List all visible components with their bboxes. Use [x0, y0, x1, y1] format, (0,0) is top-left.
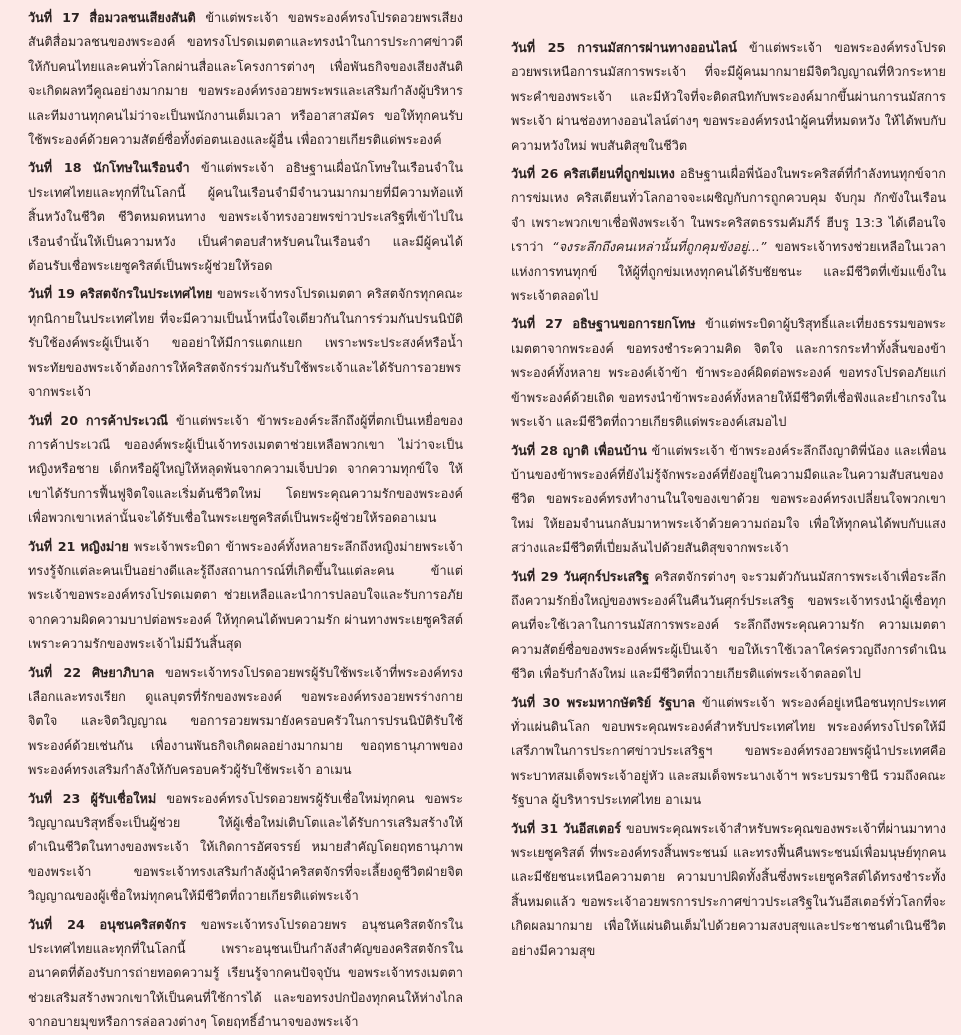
entry-day: วันที่ 19 [28, 286, 75, 302]
entry-text: ข้าแต่พระเจ้า ขอพระองค์ทรงโปรดอวยพรเหนือการนมัสการพระเจ้า ที่จะมีผู้คนมากมายมีจิตวิญญาณที่หิวกระหายพระคำของพระเจ้า และมีหัวใจที่จะติดสนิทกับพระองค์มากขึ้นผ่านการนมัสการพระเจ้า ผ่านช่องทางออนไลน์ต่างๆ ขอพระองค์ทรงนำผู้คนที่หมดหวัง ให้ได้พบกับความหวังใหม่ พบสันติสุขในชีวิต [511, 40, 946, 153]
entry-day: วันที่ 28 [511, 442, 558, 458]
entry-day: วันที่ 24 [28, 916, 85, 932]
entry-text: ข้าแต่พระเจ้า ขอพระองค์ทรงโปรดอวยพรเสียงสันติสื่อมวลชนของพระองค์ ขอทรงโปรดเมตตาและทรงนำในการประกาศข่าวดีให้กับคนไทยและคนทั่วโลกผ่านสื่อและโครงการต่างๆ เพื่อพันธกิจของเสียงสันติจะเกิดผลทวีคูณอย่างมากมาย ขอพระองค์ทรงอวยพระพรและเสริมกำลังผู้บริหารและทีมงานทุกคนไม่ว่าจะเป็นพนักงานเต็มเวลา หรืออาสาสมัคร ขอให้ทุกคนรับใช้พระองค์ด้วยความสัตย์ซื่อทั้งต่อตนเองและผู้อื่น เพื่อถวายเกียรติแด่พระองค์ [28, 10, 463, 148]
entry-title: การนมัสการผ่านทางออนไลน์ [577, 40, 737, 55]
entry-title: วันอีสเตอร์ [562, 820, 622, 836]
entry-title: การค้าประเวณี [85, 412, 169, 428]
prayer-entry [511, 312, 946, 434]
entry-day: วันที่ 18 [28, 160, 82, 176]
entry-title: ญาติ เพื่อนบ้าน [562, 442, 647, 458]
entry-text-continued: ขอพระเจ้าทรงช่วยเหลือในเวลาแห่งการทนทุกข์ ให้ผู้ที่ถูกข่มเหงทุกคนได้รับชัยชนะ และมีชีวิตที่เข้มแข็งในพระเจ้าตลอดไป [511, 239, 946, 304]
entry-title: นักโทษในเรือนจำ [92, 160, 190, 176]
entry-day: วันที่ 21 [28, 538, 76, 554]
entry-text: พระเจ้าพระบิดา ข้าพระองค์ทั้งหลายระลึกถึงหญิงม่ายพระเจ้าทรงรู้จักแต่ละคนเป็นอย่างดีและรู้ถึงสถานการณ์ที่เกิดขึ้นในแต่ละคน ข้าแต่พระเจ้าขอพระองค์ทรงโปรดเมตตา ช่วยเหลือและนำการปลอบใจและรับการอภัยจากความผิดความบาปต่อพระองค์ ให้ทุกคนได้พบความรัก ผ่านทางพระเยซูคริสต์ เพราะความรักของพระเจ้าไม่มีวันสิ้นสุด [28, 538, 463, 652]
prayer-entry [511, 439, 946, 561]
prayer-entry [28, 661, 463, 783]
entry-day: วันที่ 20 [28, 412, 79, 428]
entry-day: วันที่ 17 [28, 10, 80, 25]
prayer-entry [511, 817, 946, 963]
prayer-entry [28, 409, 463, 531]
right-column [511, 6, 946, 1024]
entry-day: วันที่ 22 [28, 664, 82, 680]
prayer-entry [28, 787, 463, 909]
entry-day: วันที่ 23 [28, 790, 81, 806]
entry-title: ผู้รับเชื่อใหม่ [90, 790, 157, 806]
entry-text: ขอพระเจ้าทรงโปรดอวยพรผู้รับใช้พระเจ้าที่พระองค์ทรงเลือกและทรงเรียก ดูแลบุตรที่รักของพระองค์ ขอพระองค์ทรงอวยพรร่างกาย จิตใจ และจิตวิญญาณ ขอการอวยพรมายังครอบครัวในการปรนนิบัติรับใช้พระองค์ด้วยเช่นกัน เพื่องานพันธกิจเกิดผลอย่างมากมาย ขอฤทธานุภาพของพระองค์ทรงเสริมกำลังให้กับครอบครัวผู้รับใช้พระเจ้า อาเมน [28, 664, 463, 778]
prayer-entry [28, 913, 463, 1035]
entry-text: ข้าแต่พระเจ้า อธิษฐานเผื่อนักโทษในเรือนจำในประเทศไทยและทุกที่ในโลกนี้ ผู้คนในเรือนจำมีจำนวนมากมายที่มีความท้อแท้ สิ้นหวังในชีวิต ชีวิตหมดหนทาง ขอพระเจ้าทรงอวยพรข่าวประเสริฐที่เข้าไปในเรือนจำนั้นให้เป็นความหวัง เป็นคำตอบสำหรับคนในเรือนจำ และมีผู้คนได้ต้อนรับเชื่อพระเยซูคริสต์เป็นพระผู้ช่วยให้รอด [28, 160, 464, 274]
entry-text: ขอพระเจ้าทรงโปรดเมตตา คริสตจักรทุกคณะทุกนิกายในประเทศไทย ที่จะมีความเป็นน้ำหนึ่งใจเดียวกันในการร่วมกันปรนนิบัติรับใช้องค์พระผู้เป็นเจ้า ขออย่าให้มีการแตกแยก เพราะพระประสงค์หรือน้ำพระทัยของพระเจ้าต้องการให้คริสตจักรร่วมกันรับใช้พระเจ้าและได้รับการอวยพรจากพระเจ้า [28, 286, 463, 400]
entry-day: วันที่ 25 [511, 40, 566, 55]
left-column [28, 6, 464, 1030]
prayer-entry [511, 162, 946, 308]
entry-title: คริสตจักรในประเทศไทย [79, 286, 213, 302]
entry-title: อธิษฐานขอการยกโทษ [572, 316, 696, 332]
entry-day: วันที่ 30 [511, 694, 561, 710]
entry-text: ขอบพระคุณพระเจ้าสำหรับพระคุณของพระเจ้าที่ผ่านมาทางพระเยซูคริสต์ ที่พระองค์ทรงสิ้นพระชนม์ และทรงฟื้นคืนพระชนม์เพื่อมนุษย์ทุกคน และมีชัยชนะเหนือความตาย ความบาปผิดทั้งสิ้นซึ่งพระเยซูคริสต์ได้ทรงชำระทั้งสิ้นหมดแล้ว ขอพระเจ้าอวยพรการประกาศข่าวประเสริฐในวันอีสเตอร์ทั่วโลกที่จะเกิดผลมากมาย เพื่อให้แผ่นดินเต็มไปด้วยความสงบสุขและประชาชนดำเนินชีวิตอย่างมีความสุข [511, 820, 946, 958]
entry-title: วันศุกร์ประเสริฐ [563, 568, 650, 584]
entry-title: หญิงม่าย [80, 538, 129, 554]
entry-title: อนุชนคริสตจักร [99, 916, 187, 932]
prayer-entry [28, 6, 463, 152]
entry-text: ข้าแต่พระเจ้า ข้าพระองค์ระลึกถึงญาติพี่น้อง และเพื่อนบ้านของข้าพระองค์ที่ยังไม่รู้จักพระองค์ที่ยังอยู่ในความมืดและในความสับสนของชีวิต ขอพระองค์ทรงทำงานในใจของเขาด้วย ขอพระองค์ทรงเปลี่ยนใจพวกเขาใหม่ ให้ยอมจำนนกลับมาหาพระเจ้าด้วยความถ่อมใจ เพื่อให้ทุกคนได้พบกับแสงสว่างและมีชีวิตที่เปี่ยมล้นไปด้วยสันติสุขจากพระเจ้า [511, 442, 946, 556]
prayer-entry [511, 565, 946, 687]
entry-day: วันที่ 29 [511, 568, 559, 584]
entry-text: ขอพระองค์ทรงโปรดอวยพรผู้รับเชื่อใหม่ทุกคน ขอพระวิญญาณบริสุทธิ์จะเป็นผู้ช่วย ให้ผู้เชื่อใหม่เติบโตและได้รับการเสริมสร้างให้ดำเนินชีวิตในทางของพระเจ้า ให้เกิดการอัศจรรย์ หมายสำคัญโดยฤทธานุภาพของพระเจ้า ขอพระเจ้าทรงเสริมกำลังผู้นำคริสตจักรที่จะเลี้ยงดูชีวิตฝ่ายจิตวิญญาณของผู้เชื่อใหม่ทุกคนให้มีชีวิตที่ถวายเกียรติแด่พระเจ้า [28, 790, 463, 904]
entry-text: ข้าแต่พระเจ้า ข้าพระองค์ระลึกถึงผู้ที่ตกเป็นเหยื่อของการค้าประเวณี ขอองค์พระผู้เป็นเจ้าทรงเมตตาช่วยเหลือพวกเขา ไม่ว่าจะเป็นหญิงหรือชาย เด็กหรือผู้ใหญ่ให้หลุดพ้นจากความเจ็บปวด จากความทุกข์ใจ ให้เขาได้รับการฟื้นฟูจิตใจและเริ่มต้นชีวิตใหม่ โดยพระคุณความรักของพระองค์ เพื่อพวกเขาเหล่านั้นจะได้รับเชื่อในพระเยซูคริสต์เป็นพระผู้ช่วยให้รอดอาเมน [28, 412, 463, 526]
scripture-quote: “จงระลึกถึงคนเหล่านั้นที่ถูกคุมขังอยู่...” [552, 239, 767, 255]
prayer-entry [511, 36, 946, 158]
entry-title: ศิษยาภิบาล [91, 664, 155, 680]
entry-title: สื่อมวลชนเสียงสันติ [89, 10, 196, 25]
entry-day: วันที่ 31 [511, 820, 559, 836]
entry-day: วันที่ 26 [511, 166, 559, 182]
entry-text: ข้าแต่พระเจ้า พระองค์อยู่เหนือชนทุกประเทศทั่วแผ่นดินโลก ขอบพระคุณพระองค์สำหรับประเทศไทย พระองค์ทรงโปรดให้มีเสรีภาพในการประกาศข่าวประเสริฐฯ ขอพระองค์ทรงอวยพรผู้นำประเทศคือ พระบาทสมเด็จพระเจ้าอยู่หัว และสมเด็จพระนางเจ้าฯ พระบรมราชินี รวมถึงคณะรัฐบาล ผู้บริหารประเทศไทย อาเมน [511, 694, 946, 808]
entry-day: วันที่ 27 [511, 316, 563, 332]
prayer-entry [28, 156, 463, 278]
entry-text: อธิษฐานเผื่อพี่น้องในพระคริสต์ที่กำลังทนทุกข์จากการข่มเหง คริสเตียนทั่วโลกอาจจะเผชิญกับการถูกควบคุม จับกุม กักขังในเรือนจำ เพราะพวกเขาเชื่อฟังพระเจ้า ในพระคริสตธรรมคัมภีร์ ฮีบรู 13:3 ได้เตือนใจเราว่า [511, 166, 946, 255]
prayer-entry [511, 691, 946, 813]
entry-title: คริสเตียนที่ถูกข่มเหง [563, 166, 675, 182]
prayer-entry [28, 282, 463, 404]
prayer-entry [28, 535, 463, 657]
entry-title: พระมหากษัตริย์ รัฐบาล [566, 694, 696, 710]
entry-text: คริสตจักรต่างๆ จะรวมตัวกันนมัสการพระเจ้าเพื่อระลึกถึงความรักยิ่งใหญ่ของพระองค์ในคืนวันศุกร์ประเสริฐ ขอพระเจ้าทรงนำผู้เชื่อทุกคนที่จะใช้เวลาในการนมัสการพระองค์ ระลึกถึงพระคุณความรัก ความเมตตา ความสัตย์ซื่อของพระองค์พระผู้เป็นเจ้า ขอให้เราใช้เวลาใคร่ครวญถึงการดำเนินชีวิต เพื่อรับกำลังใหม่ และมีชีวิตที่ถวายเกียรติแด่พระเจ้าตลอดไป [511, 568, 946, 682]
entry-text: ข้าแต่พระบิดาผู้บริสุทธิ์และเที่ยงธรรมขอพระเมตตาจากพระองค์ ขอทรงชำระความคิด จิตใจ และการกระทำทั้งสิ้นของข้าพระองค์ทั้งหลาย พระองค์เจ้าข้า ข้าพระองค์ผิดต่อพระองค์ ขอทรงโปรดอภัยแก่ข้าพระองค์ด้วยเถิด ขอทรงนำข้าพระองค์ทั้งหลายให้มีชีวิตที่เชื่อฟังและยำเกรงในพระเจ้า และมีชีวิตที่ถวายเกียรติแด่พระองค์เสมอไป [511, 316, 946, 430]
entry-text: ขอพระเจ้าทรงโปรดอวยพร อนุชนคริสตจักรในประเทศไทยและทุกที่ในโลกนี้ เพราะอนุชนเป็นกำลังสำคัญของคริสตจักรในอนาคตที่ต้องรับการถ่ายทอดความรู้ เรียนรู้จากคนปัจจุบัน ขอพระเจ้าทรงเมตตาช่วยเสริมสร้างพวกเขาให้เป็นคนที่ใช้การได้ และขอทรงปกป้องทุกคนให้ห่างไกลจากอบายมุขหรือการล่อลวงต่างๆ โดยฤทธิ์อำนาจของพระเจ้า [28, 916, 463, 1030]
